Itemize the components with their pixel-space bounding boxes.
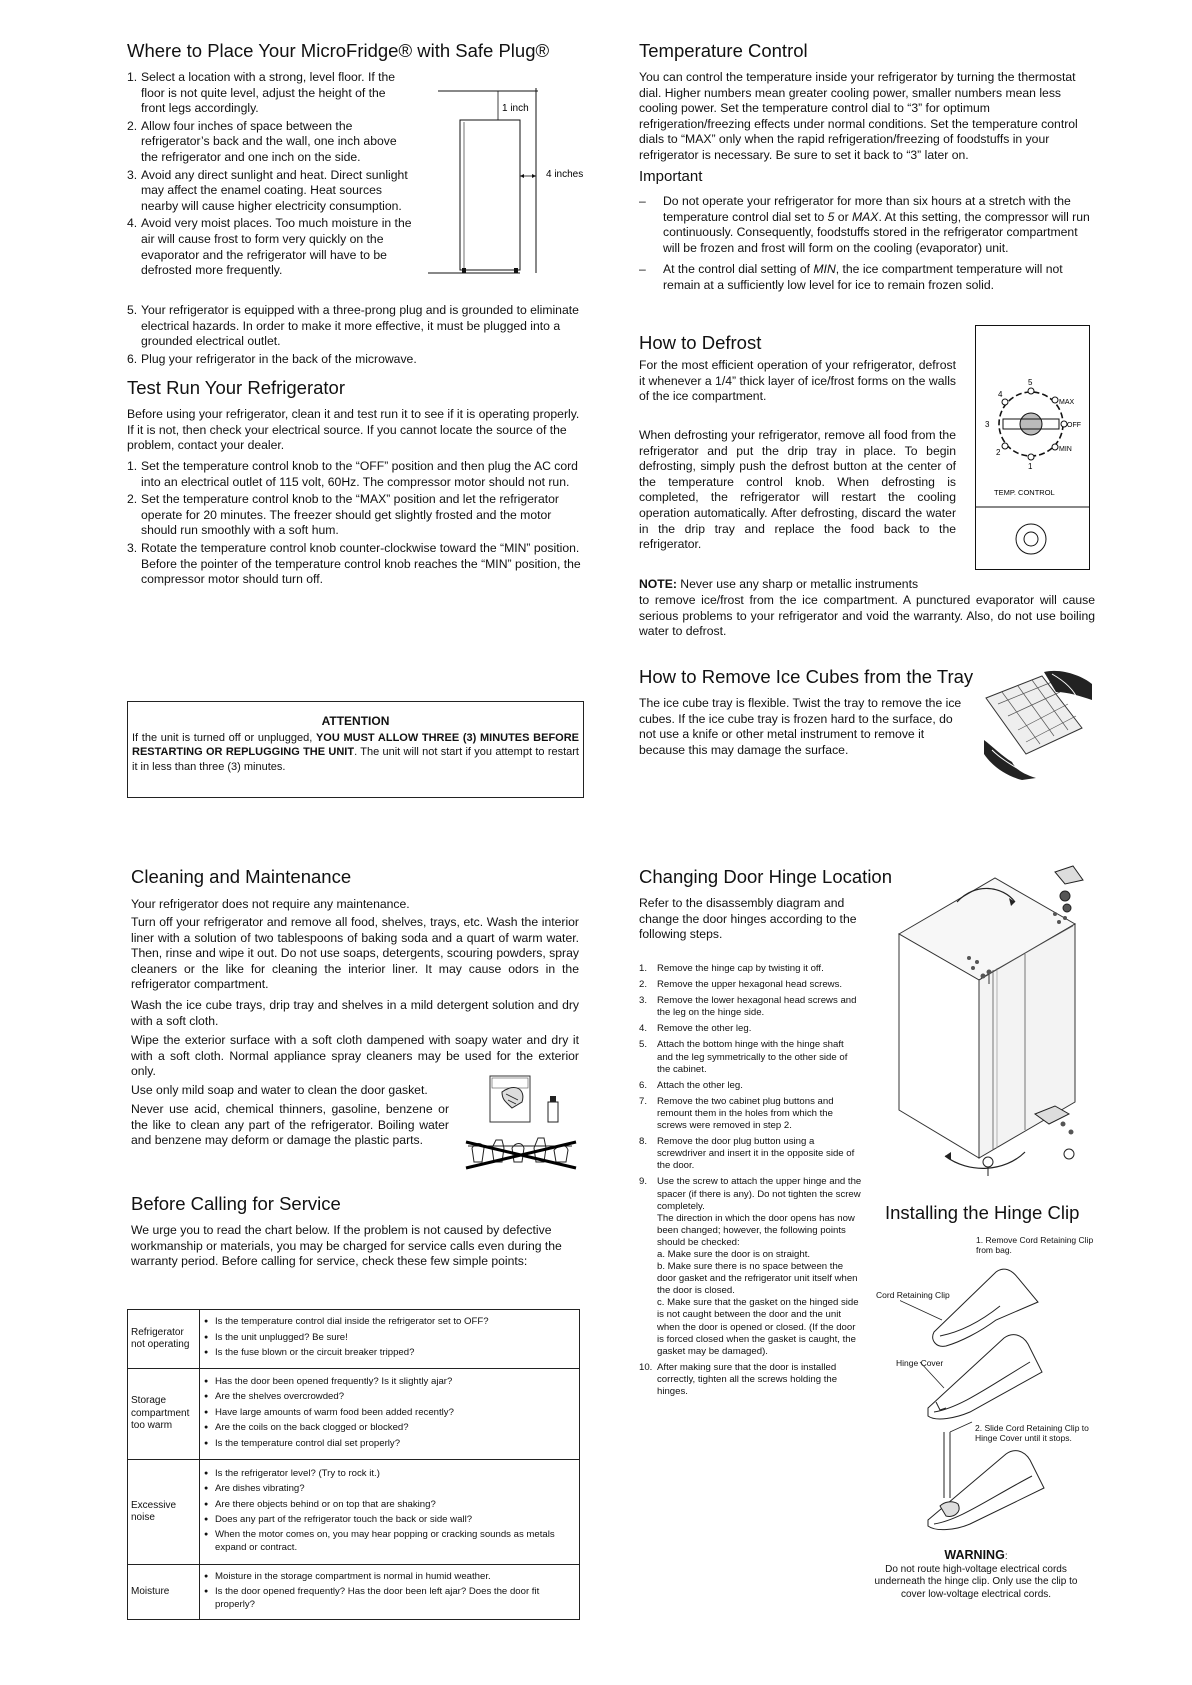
row-checks: ● Has the door been opened frequently? Is it slightly ajar? ● Are the shelves overcrowded? ● Have large amounts of warm food been added recently? ● Are the coils on the back clogged or blocked? ● Is the temperature control dial set properly? bbox=[200, 1369, 580, 1460]
testrun-list bbox=[127, 459, 587, 590]
service-table bbox=[127, 1309, 580, 1620]
list-item: 4. Remove the other leg. bbox=[639, 1023, 752, 1035]
defrost-note-a: NOTE: Never use any sharp or metallic instruments bbox=[639, 577, 919, 591]
testrun-title: Test Run Your Refrigerator bbox=[127, 377, 346, 398]
cleaning-title: Cleaning and Maintenance bbox=[131, 866, 352, 887]
ice-text: The ice cube tray is flexible. Twist the tray to remove the ice cubes. If the ice cube tray is frozen hard to the surface, do not use a knife or other metal instrument to remove it because this may damage the surface. bbox=[639, 696, 962, 757]
list-item: 4. Avoid very moist places. Too much moisture in the air will cause frost to form very quickly on the evaporator and the refrigerator will have to be defrosted more frequently. bbox=[127, 216, 412, 278]
warning-block bbox=[866, 1549, 1086, 1601]
place-list-b bbox=[127, 303, 587, 369]
cleaning-p4: Wipe the exterior surface with a soft cloth dampened with soapy water and dry it with a soft cloth. Normal appliance spray cleaners may be used for the exterior only. bbox=[131, 1033, 579, 1079]
clip-step1-label: 1. Remove Cord Retaining Clip from bag. bbox=[976, 1235, 1094, 1255]
list-item: 5. Your refrigerator is equipped with a three-prong plug and is grounded to eliminate electrical hazards. In order to make it more effective, it must be plugged into a grounded electrical outlet. bbox=[127, 303, 579, 349]
clearance-diagram bbox=[420, 88, 592, 278]
svg-text:4: 4 bbox=[998, 390, 1003, 399]
svg-text:5: 5 bbox=[1028, 378, 1033, 387]
ice-title: How to Remove Ice Cubes from the Tray bbox=[639, 666, 974, 687]
ice-tray-illustration bbox=[982, 670, 1094, 780]
hinge-cover-label: Hinge Cover bbox=[896, 1358, 944, 1368]
cleaning-p1: Your refrigerator does not require any maintenance. bbox=[131, 897, 410, 911]
defrost-title: How to Defrost bbox=[639, 332, 762, 353]
table-row bbox=[128, 1369, 580, 1460]
list-item: 1. Select a location with a strong, level floor. If the floor is not quite level, adjust the height of the front legs accordingly. bbox=[127, 70, 396, 116]
temp-control-panel bbox=[975, 325, 1090, 570]
hinge-title: Changing Door Hinge Location bbox=[639, 866, 893, 887]
list-item: 7. Remove the two cabinet plug buttons and remount them in the holes from which the screws were removed in step 2. bbox=[639, 1095, 834, 1132]
list-item: 2. Remove the upper hexagonal head screws. bbox=[639, 979, 843, 991]
svg-text:3: 3 bbox=[985, 420, 990, 429]
warning-text: Do not route high-voltage electrical cords underneath the hinge clip. Only use the clip to cover low-voltage electrical cords. bbox=[874, 1563, 1078, 1600]
temp-text: You can control the temperature inside your refrigerator by turning the thermostat dial. Higher numbers mean greater cooling power, smaller numbers mean less cooling power. Set the temperature control dial to “3” for optimum refrigeration/freezing effects under normal conditions. Set the temperature control dials to “MAX” only when the rapid refrigeration/freezing of foodstuffs in your refrigerator is necessary. Be sure to set it back to “3” later on. bbox=[639, 70, 1078, 162]
list-item: 9. Use the screw to attach the upper hinge and the spacer (if there is any). Do not tighten the screw completely. The direction in which the door opens has now been changed; however, the following points should be checked: a. Make sure the door is on straight. b. Make sure there is no space between the door gasket and the refrigerator unit itself when the door is closed. c. Make sure that the gasket on the hinged side is not caught between the door and the unit when the door is opened or closed. (If the door is forced closed when the gasket is caught, the gasket may be damaged). bbox=[639, 1176, 862, 1357]
svg-text:2: 2 bbox=[996, 448, 1001, 457]
table-row bbox=[128, 1565, 580, 1620]
hinge-clip-diagram bbox=[900, 1262, 1050, 1537]
hinge-intro: Refer to the disassembly diagram and change the door hinges according to the following steps. bbox=[639, 896, 857, 942]
important-list bbox=[639, 194, 1097, 300]
hinge-steps bbox=[639, 963, 862, 1402]
row-checks: ● Is the refrigerator level? (Try to rock it.) ● Are dishes vibrating? ● Are there objects behind or on top that are shaking? ● Does any part of the refrigerator touch the back or side wall? ● When the motor comes on, you may hear popping or cracking sounds as metals expand or contract. bbox=[200, 1460, 580, 1565]
list-item: 8. Remove the door plug button using a screwdriver and insert it in the opposite side of the door. bbox=[639, 1136, 855, 1172]
defrost-note-b: to remove ice/frost from the ice compartment. A punctured evaporator will cause serious problems to your refrigerator and void the warranty. Also, do not use boiling water to defrost. bbox=[639, 593, 1095, 639]
testrun-intro: Before using your refrigerator, clean it and test run it to see if it is operating properly. If it is not, then check your electrical source. If you cannot locate the source of the problem, contact your dealer. bbox=[127, 407, 580, 453]
row-label: Refrigerator not operating bbox=[128, 1310, 200, 1369]
svg-text:TEMP. CONTROL: TEMP. CONTROL bbox=[994, 488, 1055, 497]
row-checks: ● Is the temperature control dial inside the refrigerator set to OFF? ● Is the unit unplugged? Be sure! ● Is the fuse blown or the circuit breaker tripped? bbox=[200, 1310, 580, 1369]
defrost-p1: For the most efficient operation of your refrigerator, defrost it whenever a 1/4” thick layer of ice/frost forms on the walls of the ice compartment. bbox=[639, 358, 956, 404]
list-item: – At the control dial setting of MIN, the ice compartment temperature will not remain at a sufficiently low level for ice to remain frozen solid. bbox=[639, 262, 1063, 292]
svg-text:MAX: MAX bbox=[1059, 399, 1075, 406]
table-row bbox=[128, 1310, 580, 1369]
list-item: 1. Remove the hinge cap by twisting it off. bbox=[639, 963, 824, 974]
clip-step2-label: 2. Slide Cord Retaining Clip to Hinge Cover until it stops. bbox=[975, 1423, 1089, 1443]
row-label: Excessive noise bbox=[128, 1460, 200, 1565]
list-item: 6. Plug your refrigerator in the back of the microwave. bbox=[127, 351, 417, 366]
list-item: 10. After making sure that the door is installed correctly, tighten all the screws holding the hinges. bbox=[639, 1361, 838, 1397]
hinge-disassembly-diagram bbox=[885, 862, 1095, 1177]
attention-text: If the unit is turned off or unplugged, YOU MUST ALLOW THREE (3) MINUTES BEFORE RESTARTING OR REPLUGGING THE UNIT. The unit will not start if you attempt to restart it in less than three (3) minutes. bbox=[132, 731, 579, 773]
important-title: Important bbox=[639, 168, 703, 185]
svg-text:OFF: OFF bbox=[1067, 422, 1081, 429]
cleaning-p2: Turn off your refrigerator and remove all food, shelves, trays, etc. Wash the interior liner with a solution of two tablespoons of baking soda and a quart of warm water. Then, rinse and wipe it out. Do not use soaps, detergents, scouring powders, spray cleaners or the like for cleaning the interior liner. It may cause odors in the refrigerator compartment. bbox=[131, 915, 579, 992]
cleaning-p5: Use only mild soap and water to clean the door gasket. bbox=[131, 1083, 428, 1097]
clip-title: Installing the Hinge Clip bbox=[885, 1202, 1080, 1223]
list-item: 2. Allow four inches of space between the refrigerator’s back and the wall, one inch above the refrigerator and one inch on the side. bbox=[127, 118, 397, 164]
place-list-a bbox=[127, 70, 412, 281]
list-item: 1. Set the temperature control knob to the “OFF” position and then plug the AC cord into an electrical outlet of 115 volt, 60Hz. The compressor motor should not run. bbox=[127, 459, 578, 489]
list-item: 3. Rotate the temperature control knob counter-clockwise toward the “MIN” position. Before the pointer of the temperature control knob reaches the “MIN” position, the compressor motor should turn off. bbox=[127, 540, 581, 587]
row-label: Moisture bbox=[128, 1565, 200, 1620]
list-item: 3. Avoid any direct sunlight and heat. Direct sunlight may affect the enamel coating. Heat sources nearby will cause higher electricity consumption. bbox=[127, 167, 408, 213]
list-item: 6. Attach the other leg. bbox=[639, 1079, 743, 1091]
table-row bbox=[128, 1460, 580, 1565]
temp-title: Temperature Control bbox=[639, 40, 808, 61]
list-item: – Do not operate your refrigerator for more than six hours at a stretch with the temperature control dial set to 5 or MAX. At this setting, the compressor will run continuously. Consequently, foodstuffs stored in the refrigerator compartment will be frozen and frost will form on the cooling (evaporator) unit. bbox=[639, 194, 1090, 255]
warning-title: WARNING: bbox=[944, 1548, 1008, 1562]
side-gap-label: 4 inches bbox=[546, 169, 584, 180]
svg-text:MIN: MIN bbox=[1059, 446, 1072, 453]
place-title: Where to Place Your MicroFridge® with Safe Plug® bbox=[127, 40, 550, 61]
top-gap-label: 1 inch bbox=[502, 103, 529, 114]
cleaning-illustration bbox=[462, 1072, 582, 1172]
attention-title: ATTENTION bbox=[321, 714, 390, 728]
cleaning-p6: Never use acid, chemical thinners, gasoline, benzene or the like to clean any part of the refrigerator. Boiling water and benzene may deform or damage the plastic parts. bbox=[131, 1102, 449, 1148]
service-intro: We urge you to read the chart below. If the problem is not caused by defective workmanship or materials, you may be charged for service calls even during the warranty period. Before calling for service, check these few simple points: bbox=[131, 1223, 562, 1269]
cord-clip-label: Cord Retaining Clip bbox=[876, 1290, 950, 1300]
service-title: Before Calling for Service bbox=[131, 1193, 341, 1214]
svg-text:1: 1 bbox=[1028, 462, 1033, 471]
list-item: 5. Attach the bottom hinge with the hinge shaft and the leg symmetrically to the other side of the cabinet. bbox=[639, 1039, 848, 1075]
defrost-p2: When defrosting your refrigerator, remove all food from the refrigerator and put the drip tray in place. To begin defrosting, simply push the defrost button at the center of the temperature control knob. When defrosting is completed, the refrigerator will restart the cooling operation automatically. After defrosting, discard the water in the drip tray and replace the food back to the refrigerator. bbox=[639, 428, 956, 552]
row-label: Storage compartment too warm bbox=[128, 1369, 200, 1460]
cleaning-p3: Wash the ice cube trays, drip tray and shelves in a mild detergent solution and dry with a soft cloth. bbox=[131, 998, 579, 1028]
list-item: 3. Remove the lower hexagonal head screws and the leg on the hinge side. bbox=[639, 995, 857, 1019]
row-checks: ● Moisture in the storage compartment is normal in humid weather. ● Is the door opened frequently? Has the door been left ajar? Does the door fit properly? bbox=[200, 1565, 580, 1620]
list-item: 2. Set the temperature control knob to the “MAX” position and let the refrigerator operate for 20 minutes. The freezer should get slightly frosted and the motor should run smoothly with a soft hum. bbox=[127, 492, 559, 538]
attention-box bbox=[127, 701, 584, 798]
